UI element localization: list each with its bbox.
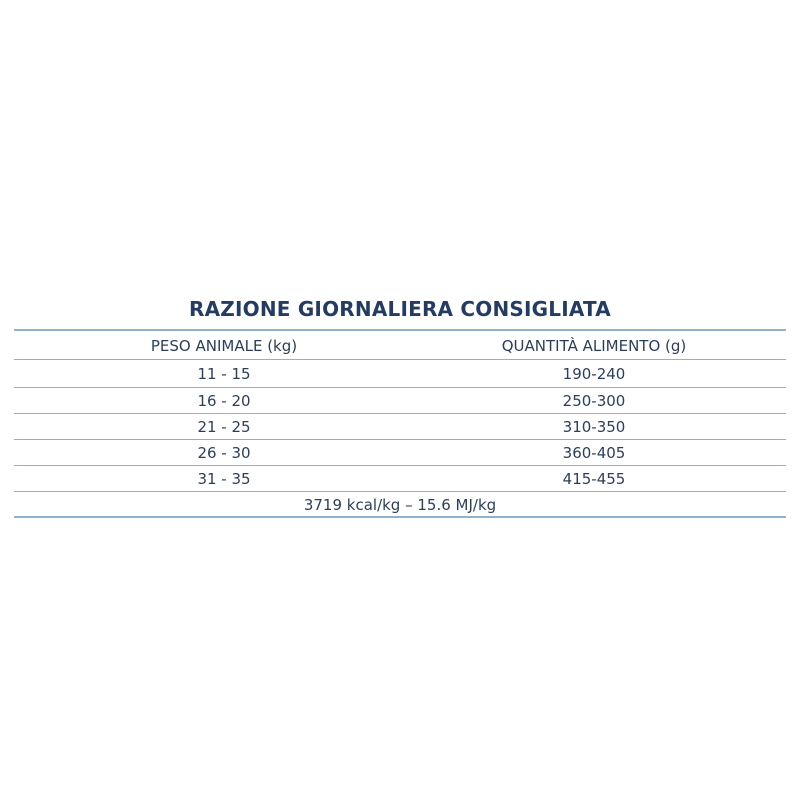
header-weight: PESO ANIMALE (kg)	[150, 337, 298, 355]
table-row	[14, 361, 786, 385]
weight-cell: 11 - 15	[197, 365, 251, 383]
row-divider	[14, 359, 786, 360]
weight-cell: 26 - 30	[197, 444, 251, 462]
table-row	[14, 414, 786, 438]
top-rule	[14, 329, 786, 331]
quantity-cell: 190-240	[562, 365, 626, 383]
weight-cell: 21 - 25	[197, 418, 251, 436]
weight-cell: 31 - 35	[197, 470, 251, 488]
header-row	[14, 333, 786, 357]
table-row	[14, 388, 786, 412]
quantity-cell: 310-350	[562, 418, 626, 436]
quantity-cell: 415-455	[562, 470, 626, 488]
bottom-rule	[14, 516, 786, 518]
table-row	[14, 440, 786, 464]
energy-footer: 3719 kcal/kg – 15.6 MJ/kg	[303, 496, 497, 514]
table-title: RAZIONE GIORNALIERA CONSIGLIATA	[189, 297, 611, 321]
table-row	[14, 466, 786, 490]
quantity-cell: 360-405	[562, 444, 626, 462]
weight-cell: 16 - 20	[197, 392, 251, 410]
row-divider	[14, 491, 786, 492]
quantity-cell: 250-300	[562, 392, 626, 410]
header-quantity: QUANTITÀ ALIMENTO (g)	[501, 337, 687, 355]
